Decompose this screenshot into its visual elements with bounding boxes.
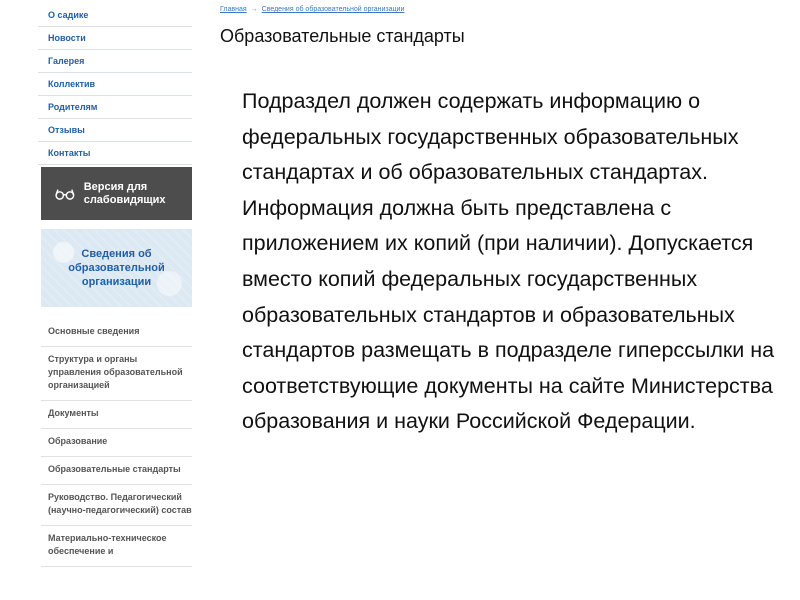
breadcrumb-current[interactable]: Сведения об образовательной организации — [261, 6, 405, 13]
sub-nav-basic-info[interactable]: Основные сведения — [41, 319, 192, 347]
sub-nav-management[interactable]: Руководство. Педагогический (научно-педагогический) состав — [41, 485, 192, 526]
nav-item-parents[interactable]: Родителям — [38, 96, 192, 119]
breadcrumb — [220, 6, 404, 13]
page-title: Образовательные стандарты — [220, 26, 465, 46]
sub-nav-education[interactable]: Образование — [41, 429, 192, 457]
page-body-text: Подраздел должен содержать информацию о федеральных государственных образовательных стандартах и об образовательных стандартах. Информация должна быть представлена с приложением их копий (при наличии). Допускается вместо копий федеральных государственных образовательных стандартов и образовательных стандартов размещать в подразделе гиперссылки на соответствующие документы на сайте Министерства образования и науки Российской Федерации. — [242, 89, 775, 434]
nav-item-staff[interactable]: Коллектив — [38, 73, 192, 96]
nav-item-gallery[interactable]: Галерея — [38, 50, 192, 73]
low-vision-label: Версия для слабовидящих — [83, 180, 166, 206]
low-vision-version-button[interactable] — [41, 167, 192, 220]
nav-item-reviews[interactable]: Отзывы — [38, 119, 192, 142]
sub-nav-standards[interactable]: Образовательные стандарты — [41, 457, 192, 485]
glasses-icon — [55, 185, 75, 203]
sidebar — [38, 0, 192, 600]
nav-item-news[interactable]: Новости — [38, 27, 192, 50]
org-info-link[interactable] — [41, 229, 192, 307]
nav-item-contacts[interactable]: Контакты — [38, 142, 192, 165]
org-info-label: Сведения об образовательной организации — [68, 248, 165, 288]
sub-nav-documents[interactable]: Документы — [41, 401, 192, 429]
breadcrumb-separator: → — [250, 6, 258, 13]
breadcrumb-home[interactable]: Главная — [220, 6, 247, 13]
sub-nav-structure[interactable]: Структура и органы управления образовательной организацией — [41, 347, 192, 401]
nav-item-about[interactable]: О садике — [38, 0, 192, 27]
sub-nav-facilities[interactable]: Материально-техническое обеспечение и — [41, 526, 192, 567]
info-sub-nav — [41, 319, 192, 567]
top-nav — [38, 0, 192, 165]
